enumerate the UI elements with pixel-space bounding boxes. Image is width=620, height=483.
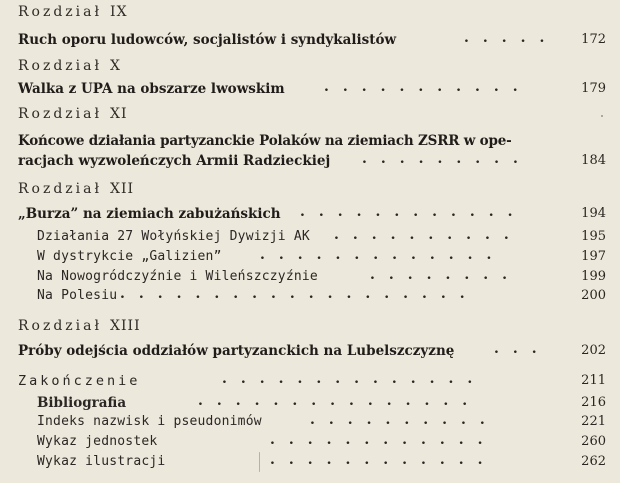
subsection-title: Na Polesiu [37, 288, 118, 303]
leader-dots: ............ [300, 204, 527, 220]
subsection-title: Działania 27 Wołyńskiej Dywizji AK [37, 229, 310, 244]
leader-dots: ........ [370, 267, 521, 283]
back-matter-title: Indeks nazwisk i pseudonimów [37, 414, 262, 429]
chapter-label: Rozdział [18, 318, 103, 334]
chapter-label: Rozdział [18, 4, 103, 20]
subsection-title: W dystrykcie „Galizien” [37, 249, 222, 264]
chapter-heading-x [18, 58, 121, 74]
chapter-title-xii: „Burza” na ziemiach zabużańskich [18, 206, 281, 222]
chapter-heading-xi [18, 106, 128, 122]
chapter-label: Rozdział [18, 58, 103, 74]
page-number: 211 [581, 373, 606, 388]
chapter-heading-ix [18, 4, 128, 20]
chapter-title-xi-line2: racjach wyzwoleńczych Armii Radzieckiej [18, 153, 331, 169]
conclusion-title: Zakończenie [18, 373, 141, 389]
leader-dots: ............ [270, 452, 497, 468]
chapter-title-ix: Ruch oporu ludowców, socjalistów i syndykalistów [18, 32, 397, 48]
chapter-heading-xii [18, 181, 134, 197]
leader-dots: .............. [222, 371, 487, 387]
page-number: 216 [581, 395, 606, 410]
chapter-label: Rozdział [18, 181, 103, 197]
page-number: 262 [581, 454, 606, 469]
leader-dots: ............... [198, 393, 482, 409]
chapter-number: XII [110, 181, 135, 197]
leader-dots: ................... [120, 286, 479, 302]
page-number: 221 [581, 414, 606, 429]
back-matter-title: Wykaz jednostek [37, 434, 158, 449]
page-number: 184 [581, 153, 606, 168]
leader-dots: ............ [270, 432, 497, 448]
page-number: 195 [581, 229, 606, 244]
paper-speck [601, 115, 603, 117]
back-matter-title: Wykaz ilustracji [37, 454, 166, 469]
chapter-number: X [110, 58, 122, 74]
leader-dots: ..... [464, 30, 559, 46]
page-number: 172 [581, 32, 606, 47]
leader-dots: ... [494, 341, 551, 357]
chapter-heading-xiii [18, 318, 141, 334]
chapter-title-x: Walka z UPA na obszarze lwowskim [18, 81, 285, 97]
page-number: 194 [581, 206, 606, 221]
chapter-number: IX [110, 4, 128, 20]
page-number: 202 [581, 343, 606, 358]
leader-dots: ........... [324, 79, 532, 95]
page-number: 179 [581, 81, 606, 96]
back-matter-title: Bibliografia [37, 395, 127, 411]
chapter-title-xiii: Próby odejścia oddziałów partyzanckich na Lubelszczyznę [18, 343, 455, 359]
chapter-number: XIII [110, 318, 141, 334]
page-number: 199 [581, 269, 606, 284]
subsection-title: Na Nowogródczyźnie i Wileńszczyźnie [37, 269, 318, 284]
chapter-label: Rozdział [18, 106, 103, 122]
page-number: 200 [581, 288, 606, 303]
paper-mark [259, 452, 260, 472]
chapter-number: XI [110, 106, 128, 122]
leader-dots: .......... [334, 227, 523, 243]
page-number: 197 [581, 249, 606, 264]
leader-dots: .......... [310, 412, 499, 428]
chapter-title-xi-line1: Końcowe działania partyzanckie Polaków na ziemiach ZSRR w ope- [18, 133, 512, 149]
leader-dots: ......... [362, 151, 532, 167]
page-number: 260 [581, 434, 606, 449]
leader-dots: ............. [260, 247, 506, 263]
